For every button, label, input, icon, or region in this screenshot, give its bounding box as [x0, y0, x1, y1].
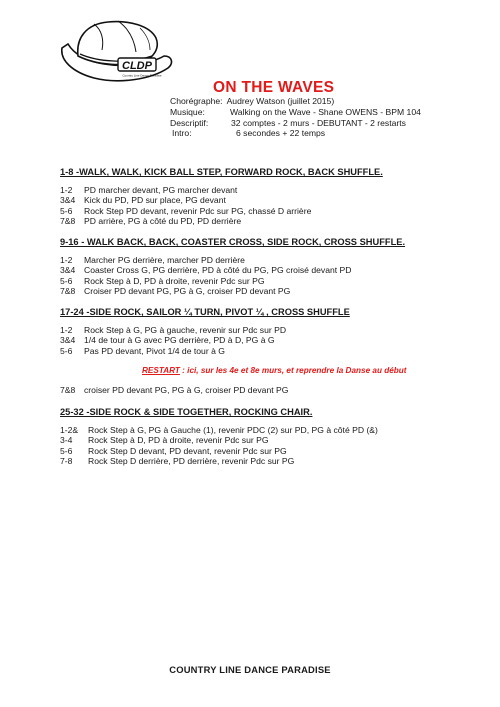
step-count: 1-2	[60, 325, 73, 335]
step-count: 1-2	[60, 255, 73, 265]
description-value: 32 comptes - 2 murs - DEBUTANT - 2 restarts	[231, 117, 406, 128]
step-row	[60, 255, 405, 265]
step-description: Marcher PG derrière, marcher PD derrière	[84, 255, 245, 265]
description-row	[170, 118, 421, 129]
step-description: Pas PD devant, Pivot 1/4 de tour à G	[84, 345, 225, 356]
intro-label: Intro:	[172, 128, 192, 139]
section-25-32	[60, 407, 378, 466]
step-row	[60, 206, 383, 216]
step-description: Rock Step PD devant, revenir Pdc sur PG, chassé D arrière	[84, 205, 312, 216]
step-row	[60, 335, 407, 345]
section-title: 1-8 -WALK, WALK, KICK BALL STEP, FORWARD ROCK, BACK SHUFFLE.	[60, 167, 383, 177]
step-row	[60, 216, 383, 226]
step-count: 7&8	[60, 215, 76, 226]
step-count: 5-6	[60, 445, 73, 456]
step-description: Rock Step à D, PD à droite, revenir Pdc sur PG	[84, 275, 265, 286]
section-1-8	[60, 167, 383, 226]
step-description: Coaster Cross G, PG derrière, PD à côté du PG, PG croisé devant PD	[84, 265, 352, 276]
step-count: 1-2&	[60, 425, 79, 435]
section-title: 25-32 -SIDE ROCK & SIDE TOGETHER, ROCKING CHAIR.	[60, 407, 313, 417]
step-row	[60, 425, 378, 435]
step-row	[60, 435, 378, 445]
choreographer-label: Chorégraphe:	[170, 96, 223, 106]
step-description: Rock Step D derrière, PD derrière, revenir Pdc sur PG	[88, 455, 295, 466]
dance-info	[170, 96, 421, 139]
step-description: Kick du PD, PD sur place, PG devant	[84, 195, 226, 206]
step-list	[60, 325, 407, 356]
choreographer-row	[170, 96, 421, 107]
intro-value: 6 secondes + 22 temps	[236, 128, 326, 139]
step-description: PD marcher devant, PG marcher devant	[84, 185, 238, 195]
step-count: 1-2	[60, 185, 73, 195]
step-list	[60, 425, 378, 466]
step-description: PD arrière, PG à côté du PD, PD derrière	[84, 215, 242, 226]
choreographer-value: Audrey Watson (juillet 2015)	[226, 96, 335, 106]
step-description: Rock Step à D, PD à droite, revenir Pdc sur PG	[88, 435, 269, 446]
step-count: 3&4	[60, 335, 76, 346]
step-row	[60, 265, 405, 275]
section-9-16	[60, 237, 405, 296]
step-row	[60, 195, 383, 205]
step-count: 5-6	[60, 205, 73, 216]
section-17-24	[60, 307, 407, 395]
step-count: 3-4	[60, 435, 73, 446]
step-count: 7&8	[60, 285, 76, 296]
step-row	[60, 446, 378, 456]
step-count: 3&4	[60, 265, 76, 276]
dance-title: ON THE WAVES	[213, 79, 335, 96]
step-list	[60, 255, 405, 296]
step-description: Rock Step D devant, PD devant, revenir Pdc sur PG	[88, 445, 287, 456]
step-count: 3&4	[60, 195, 76, 206]
music-label: Musique:	[170, 106, 205, 117]
logo-text: CLDP	[122, 60, 152, 72]
step-row	[60, 325, 407, 335]
step-description: Rock Step à G, PG à Gauche (1), revenir PDC (2) sur PD, PG à côté PD (&)	[88, 425, 378, 435]
step-description: 1/4 de tour à G avec PG derrière, PD à D, PG à G	[84, 335, 275, 346]
intro-row	[170, 128, 421, 139]
step-description: croiser PD devant PG, PG à G, croiser PD devant PG	[84, 384, 289, 395]
restart-keyword: RESTART	[142, 365, 180, 375]
step-row	[60, 456, 378, 466]
description-label: Descriptif:	[170, 117, 209, 128]
step-count: 5-6	[60, 275, 73, 286]
step-list	[60, 185, 383, 226]
step-row	[60, 185, 383, 195]
music-value: Walking on the Wave - Shane OWENS - BPM 104	[230, 106, 421, 117]
restart-note	[142, 366, 407, 375]
step-description: Rock Step à G, PG à gauche, revenir sur Pdc sur PD	[84, 325, 287, 335]
step-count: 7-8	[60, 455, 73, 466]
step-row	[60, 385, 407, 395]
section-title: 17-24 -SIDE ROCK, SAILOR ¼ TURN, PIVOT ¼ , CROSS SHUFFLE	[60, 307, 350, 317]
step-description: Croiser PD devant PG, PG à G, croiser PD devant PG	[84, 285, 291, 296]
cowboy-hat-logo	[58, 18, 176, 88]
step-row	[60, 346, 407, 356]
step-row	[60, 286, 405, 296]
step-row	[60, 276, 405, 286]
logo-subtext: Country Line Dance Paradise	[122, 73, 162, 78]
step-count: 7&8	[60, 384, 76, 395]
step-count: 5-6	[60, 345, 73, 356]
music-row	[170, 107, 421, 118]
section-title: 9-16 - WALK BACK, BACK, COASTER CROSS, SIDE ROCK, CROSS SHUFFLE.	[60, 237, 406, 247]
restart-text: : ici, sur les 4e et 8e murs, et reprendre la Danse au début	[179, 365, 407, 375]
footer-club-name: COUNTRY LINE DANCE PARADISE	[169, 664, 331, 675]
